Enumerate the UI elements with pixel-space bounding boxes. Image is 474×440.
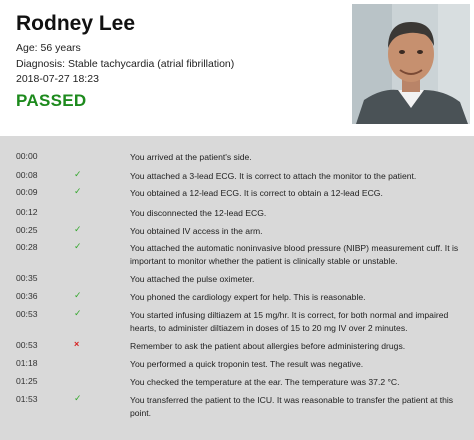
log-time: 00:28 xyxy=(16,242,38,252)
log-time: 00:12 xyxy=(16,207,38,217)
cross-icon: × xyxy=(74,339,80,349)
log-time: 00:36 xyxy=(16,291,38,301)
patient-name: Rodney Lee xyxy=(16,12,136,35)
patient-photo xyxy=(352,4,470,124)
log-text: You obtained IV access in the arm. xyxy=(130,226,263,236)
check-icon: ✓ xyxy=(74,169,82,179)
log-time: 01:18 xyxy=(16,358,38,368)
log-text: You disconnected the 12-lead ECG. xyxy=(130,208,267,218)
check-icon: ✓ xyxy=(74,186,82,196)
check-icon: ✓ xyxy=(74,241,82,251)
patient-age: Age: 56 years xyxy=(16,42,81,54)
log-text: You obtained a 12-lead ECG. It is correct to obtain a 12-lead ECG. xyxy=(130,188,383,198)
event-log xyxy=(0,136,474,440)
session-datetime: 2018-07-27 18:23 xyxy=(16,73,99,85)
log-text: You started infusing diltiazem at 15 mg/hr. It is correct, for both normal and impaired hearts, to administer diltiazem in doses of 15 to 20 mg IV over 2 minutes. xyxy=(130,310,449,333)
log-text: You arrived at the patient's side. xyxy=(130,152,252,162)
patient-header xyxy=(0,0,474,130)
log-time: 00:00 xyxy=(16,151,38,161)
patient-portrait-icon xyxy=(352,4,470,124)
log-text: You phoned the cardiology expert for help. This is reasonable. xyxy=(130,292,366,302)
log-time: 00:08 xyxy=(16,170,38,180)
log-time: 00:09 xyxy=(16,187,38,197)
check-icon: ✓ xyxy=(74,224,82,234)
log-time: 00:25 xyxy=(16,225,38,235)
check-icon: ✓ xyxy=(74,290,82,300)
result-status: PASSED xyxy=(16,91,87,110)
log-text: You attached a 3-lead ECG. It is correct to attach the monitor to the patient. xyxy=(130,171,417,181)
patient-diagnosis: Diagnosis: Stable tachycardia (atrial fibrillation) xyxy=(16,58,235,70)
log-text: You transferred the patient to the ICU. It was reasonable to transfer the patient at this point. xyxy=(130,395,454,418)
check-icon: ✓ xyxy=(74,308,82,318)
log-time: 01:53 xyxy=(16,394,38,404)
log-text: You attached the pulse oximeter. xyxy=(130,274,255,284)
log-time: 01:25 xyxy=(16,376,38,386)
log-time: 00:53 xyxy=(16,309,38,319)
log-text: You performed a quick troponin test. The result was negative. xyxy=(130,359,364,369)
check-icon: ✓ xyxy=(74,393,82,403)
log-text: You checked the temperature at the ear. The temperature was 37.2 °C. xyxy=(130,377,400,387)
log-time: 00:53 xyxy=(16,340,38,350)
log-text: Remember to ask the patient about allergies before administering drugs. xyxy=(130,341,406,351)
log-time: 00:35 xyxy=(16,273,38,283)
log-text: You attached the automatic noninvasive blood pressure (NIBP) measurement cuff. It is important to monitor whether the patient is clinically stable or unstable. xyxy=(130,243,459,266)
